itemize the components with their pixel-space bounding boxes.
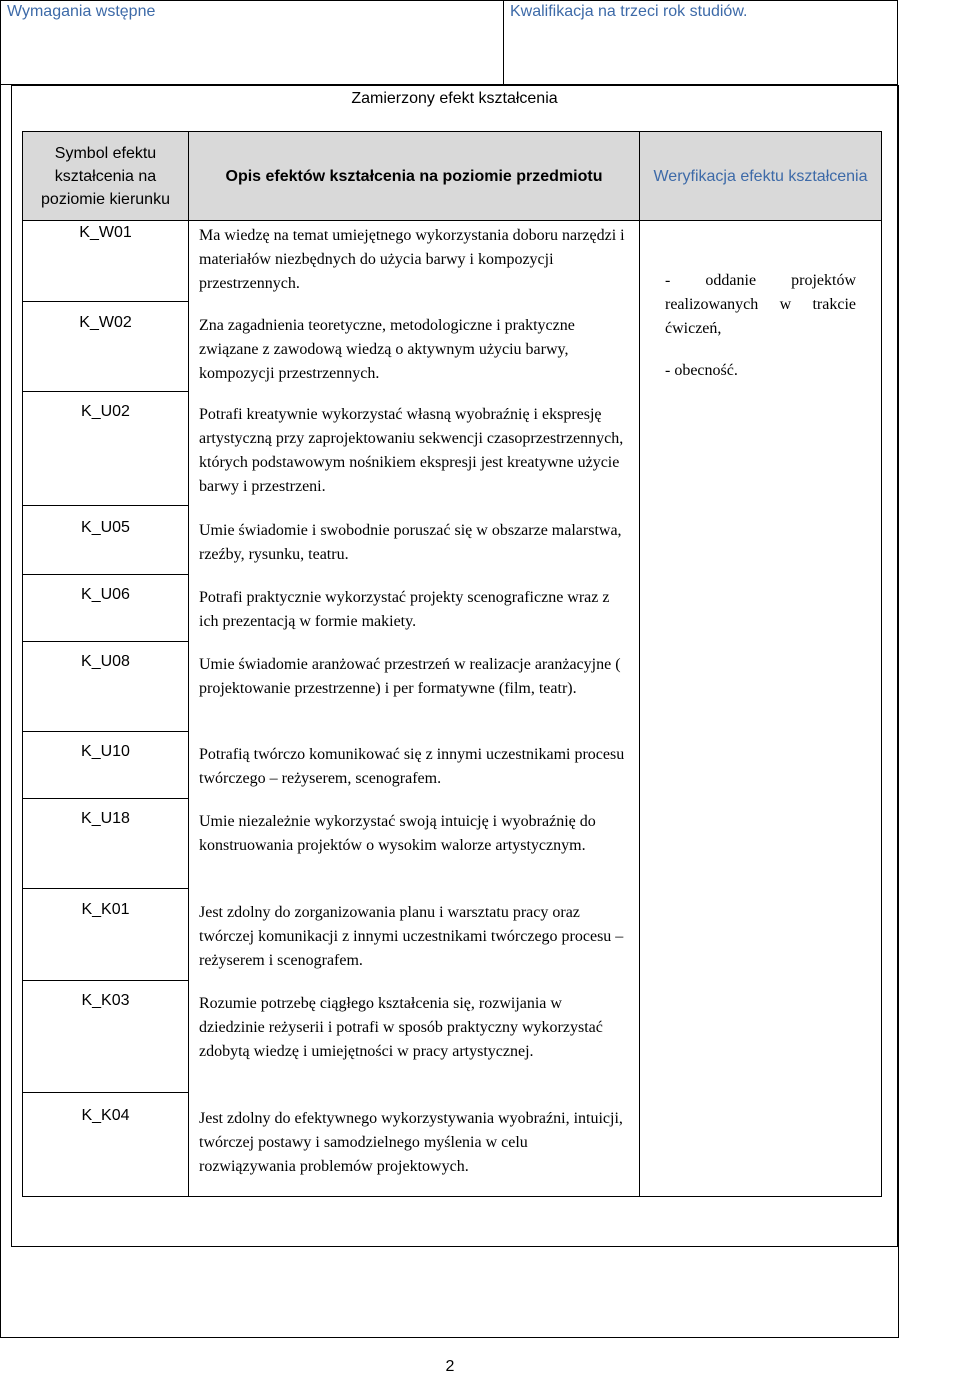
description-column <box>189 221 640 1197</box>
symbol-code: K_U06 <box>81 586 130 603</box>
row-divider <box>23 574 188 575</box>
verification-item: - obecność. <box>665 362 738 379</box>
description-text: Rozumie potrzebę ciągłego kształcenia się, rozwijania w dziedzinie reżyserii i potrafi w sposób praktyczny wykorzystać zdobytą wiedzę i umiejętności w pracy artystycznej. <box>199 995 603 1060</box>
description-text: Potrafi kreatywnie wykorzystać własną wyobraźnię i ekspresję artystyczną przy zaprojektowaniu sekwencji czasoprzestrzennych, których podstawowym nośnikiem ekspresji jest kreatywne użycie barwy i przestrzeni. <box>199 406 624 495</box>
row-divider <box>23 980 188 981</box>
page-number: 2 <box>445 1358 455 1375</box>
description-text: Jest zdolny do zorganizowania planu i warsztatu pracy oraz twórczej komunikacji z innymi uczestnikami twórczego procesu – reżyserem i scenografem. <box>199 904 624 969</box>
symbol-code: K_U08 <box>81 653 130 670</box>
row-divider <box>23 505 188 506</box>
symbol-code: K_K03 <box>81 992 130 1009</box>
description-text: Umie niezależnie wykorzystać swoją intuicję i wyobraźnię do konstruowania projektów o wysokim walorze artystycznym. <box>199 813 596 854</box>
description-text: Jest zdolny do efektywnego wykorzystywania wyobraźni, intuicji, twórczej postawy i samodzielnego myślenia w celu rozwiązywania problemów projektowych. <box>199 1110 623 1175</box>
symbol-code: K_W01 <box>79 224 132 241</box>
description-text: Ma wiedzę na temat umiejętnego wykorzystania doboru narzędzi i materiałów niezbędnych do użycia barwy i kompozycji przestrzennych. <box>199 227 625 292</box>
row-divider <box>23 301 188 302</box>
symbol-list <box>23 221 188 1196</box>
description-list <box>189 221 639 1196</box>
symbol-code: K_K01 <box>81 901 130 918</box>
row-divider <box>23 798 188 799</box>
row-divider <box>23 731 188 732</box>
symbol-code: K_K04 <box>81 1107 130 1124</box>
symbol-code: K_U10 <box>81 743 130 760</box>
learning-outcomes-section <box>0 85 899 1338</box>
symbol-code: K_U18 <box>81 810 130 827</box>
section-title: Zamierzony efekt kształcenia <box>351 90 558 107</box>
learning-outcomes-frame <box>11 85 898 1247</box>
symbol-code: K_U02 <box>81 403 130 420</box>
prerequisites-label: Wymagania wstępne <box>1 1 504 85</box>
outcomes-header-row <box>23 132 882 221</box>
symbol-column <box>23 221 189 1197</box>
row-divider <box>23 641 188 642</box>
description-text: Potrafi praktycznie wykorzystać projekty scenograficzne wraz z ich prezentacją w formie makiety. <box>199 589 610 630</box>
description-text: Zna zagadnienia teoretyczne, metodologiczne i praktyczne związane z zawodową wiedzą o aktywnym użyciu barwy, kompozycji przestrzennych. <box>199 317 575 382</box>
symbol-code: K_U05 <box>81 519 130 536</box>
header-verification: Weryfikacja efektu kształcenia <box>640 132 882 221</box>
outcomes-body-row <box>23 221 882 1197</box>
verification-column <box>640 221 882 1197</box>
header-description: Opis efektów kształcenia na poziomie przedmiotu <box>189 132 640 221</box>
row-divider <box>23 391 188 392</box>
header-symbol: Symbol efektu kształcenia na poziomie kierunku <box>23 132 189 221</box>
prerequisites-value: Kwalifikacja na trzeci rok studiów. <box>504 1 898 85</box>
outcomes-table <box>22 131 882 1197</box>
row-divider <box>23 888 188 889</box>
verification-list <box>640 221 881 1196</box>
description-text: Potrafią twórczo komunikować się z innymi uczestnikami procesu twórczego – reżyserem, scenografem. <box>199 746 625 787</box>
row-divider <box>23 1092 188 1093</box>
symbol-code: K_W02 <box>79 314 132 331</box>
prerequisites-table <box>0 0 898 85</box>
description-text: Umie świadomie aranżować przestrzeń w realizacje aranżacyjne ( projektowanie przestrzenne) i per formatywne (film, teatr). <box>199 656 621 697</box>
verification-item: - oddanie projektów realizowanych w trakcie ćwiczeń, <box>665 272 856 337</box>
description-text: Umie świadomie i swobodnie poruszać się w obszarze malarstwa, rzeźby, rysunku, teatru. <box>199 522 622 563</box>
